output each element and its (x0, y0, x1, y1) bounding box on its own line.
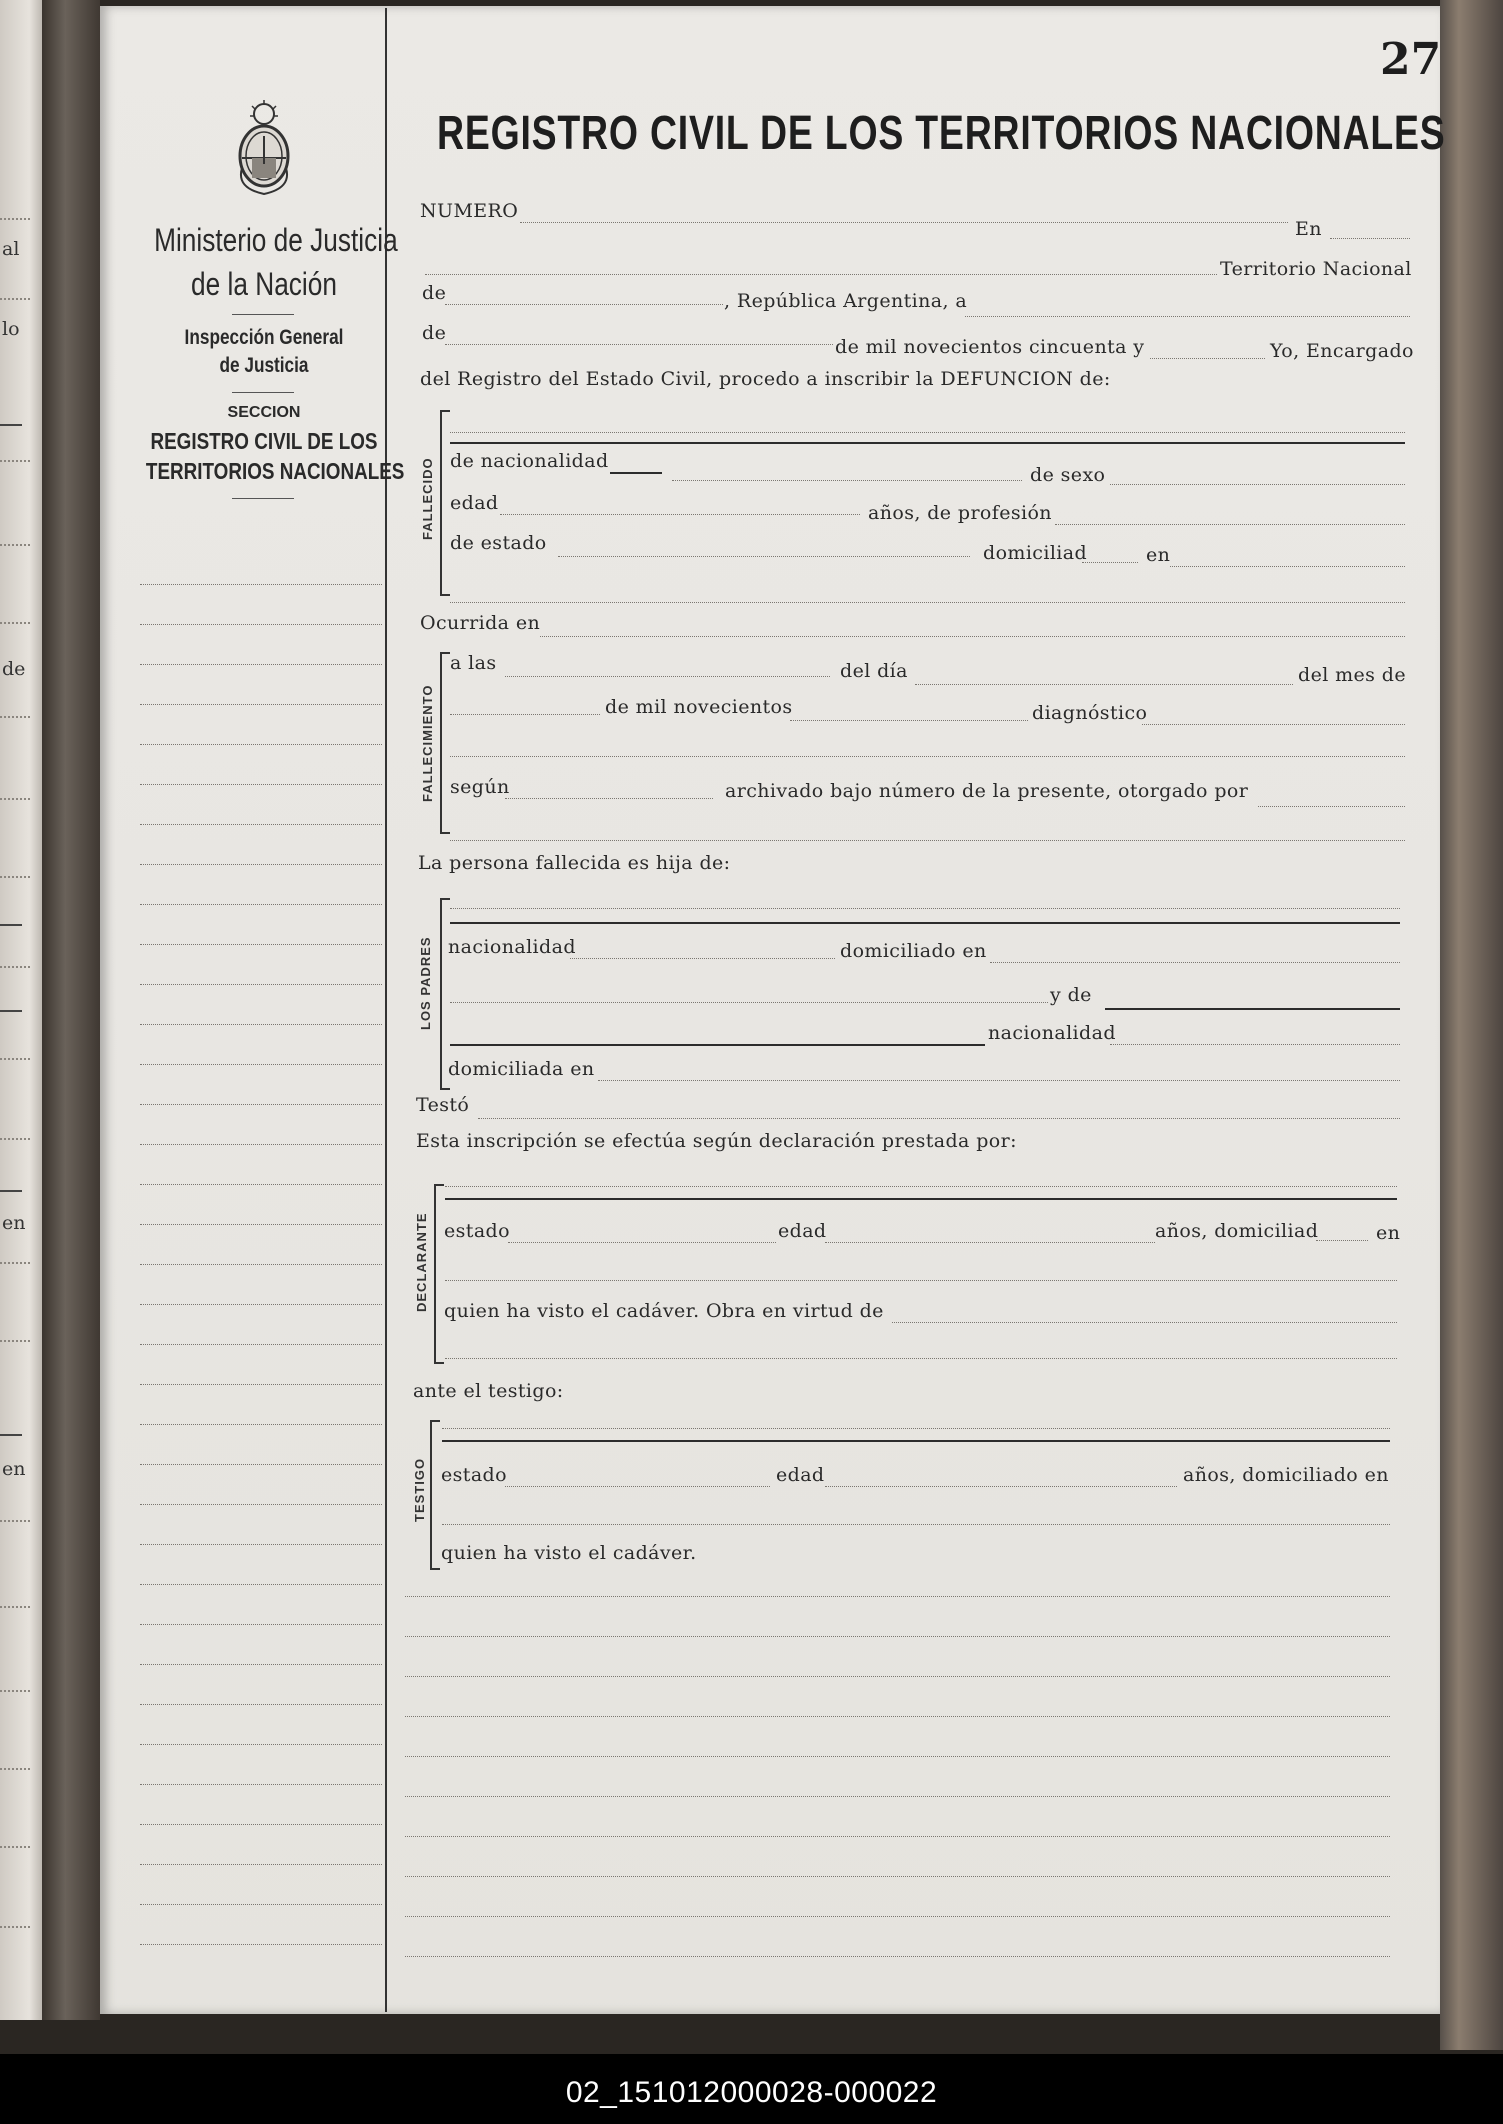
notes-column-line[interactable] (140, 744, 382, 745)
notes-column-line[interactable] (140, 584, 382, 585)
declarante-estado-field[interactable] (508, 1242, 776, 1243)
notes-line[interactable] (405, 1956, 1390, 1957)
image-caption: 02_151012000028-000022 (565, 2076, 938, 2109)
registro-line: del Registro del Estado Civil, procedo a inscribir la DEFUNCION de: (420, 368, 1111, 390)
estado-field[interactable] (558, 556, 970, 557)
archivado-label: archivado bajo número de la presente, otorgado por (725, 780, 1249, 802)
notes-line[interactable] (405, 1596, 1390, 1597)
declarante-side-label: DECLARANTE (414, 1212, 429, 1312)
domicilio-field-2[interactable] (450, 602, 1405, 603)
numero-label: NUMERO (420, 200, 519, 222)
edad-label: edad (450, 492, 499, 514)
ante-testigo-label: ante el testigo: (413, 1380, 564, 1402)
testigo-estado-label: estado (441, 1464, 507, 1486)
testigo-quien-label: quien ha visto el cadáver. (441, 1542, 697, 1564)
notes-column-line[interactable] (140, 1584, 382, 1585)
notes-column-line[interactable] (140, 904, 382, 905)
inspection-line-1: Inspección General (184, 326, 344, 349)
en-field[interactable] (1330, 238, 1410, 239)
padre-name-field[interactable] (450, 908, 1400, 909)
anio-field[interactable] (1150, 358, 1265, 359)
notes-line[interactable] (405, 1676, 1390, 1677)
notes-column-line[interactable] (140, 624, 382, 625)
padres-side-label: LOS PADRES (418, 936, 433, 1030)
section-label: SECCION (227, 404, 301, 421)
notes-column-line[interactable] (140, 864, 382, 865)
left-fragment: de (2, 658, 26, 680)
notes-line[interactable] (405, 1636, 1390, 1637)
declarante-domiciliad-label: años, domiciliad (1155, 1220, 1319, 1242)
notes-column-line[interactable] (140, 1664, 382, 1665)
testigo-side-label: TESTIGO (412, 1457, 427, 1522)
left-page-fragments (0, 0, 42, 2020)
testigo-estado-field[interactable] (505, 1486, 770, 1487)
notes-line[interactable] (405, 1716, 1390, 1717)
notes-line[interactable] (405, 1796, 1390, 1797)
declarante-estado-label: estado (444, 1220, 510, 1242)
notes-column-line[interactable] (140, 664, 382, 665)
mil-cincuenta-label: de mil novecientos cincuenta y (835, 336, 1145, 358)
notes-column-line[interactable] (140, 1864, 382, 1865)
notes-column-line[interactable] (140, 1464, 382, 1465)
notes-column-line[interactable] (140, 1904, 382, 1905)
yo-encargado-label: Yo, Encargado (1270, 340, 1414, 362)
declarante-domicilio-field[interactable] (445, 1280, 1397, 1281)
mes-field[interactable] (445, 344, 833, 345)
notes-column-line[interactable] (140, 1944, 382, 1945)
testigo-domiciliado-label: años, domiciliado en (1183, 1464, 1389, 1486)
diagnostico-label: diagnóstico (1032, 702, 1148, 724)
declarante-quien-label: quien ha visto el cadáver. Obra en virtud de (444, 1300, 884, 1322)
anio-fallec-field[interactable] (790, 720, 1028, 721)
notes-column-line[interactable] (140, 1144, 382, 1145)
notes-line[interactable] (405, 1756, 1390, 1757)
profesion-label: años, de profesión (868, 502, 1052, 524)
testigo-domicilio-field[interactable] (442, 1524, 1390, 1525)
madre-nacionalidad-label: nacionalidad (988, 1022, 1116, 1044)
hora-field[interactable] (505, 676, 830, 677)
de-label-1: de (422, 282, 447, 304)
nacionalidad-label: de nacionalidad (450, 450, 609, 472)
declarante-domiciliad-suffix[interactable] (1316, 1240, 1368, 1241)
republica-label: , República Argentina, a (724, 290, 968, 312)
padre-domiciliado-label: domiciliado en (840, 940, 987, 962)
madre-domiciliada-label: domiciliada en (448, 1058, 595, 1080)
testo-label: Testó (416, 1094, 470, 1116)
ministry-line-1: Ministerio de Justicia (154, 222, 398, 258)
numero-field[interactable] (520, 222, 1288, 223)
segun-field[interactable] (505, 798, 713, 799)
madre-name-field-2[interactable] (450, 1044, 985, 1046)
notes-column-line[interactable] (140, 1104, 382, 1105)
madre-domicilio-field[interactable] (598, 1080, 1400, 1081)
notes-column-line[interactable] (140, 1704, 382, 1705)
profesion-field[interactable] (1055, 524, 1405, 525)
domiciliad-suffix-field[interactable] (1082, 562, 1138, 563)
testigo-edad-field[interactable] (825, 1486, 1177, 1487)
hija-label: La persona fallecida es hija de: (418, 852, 731, 874)
dia-field[interactable] (915, 684, 1293, 685)
declarante-edad-label: edad (778, 1220, 827, 1242)
book-right-edge (1440, 0, 1503, 2050)
ocurrida-label: Ocurrida en (420, 612, 541, 634)
book-gutter (42, 0, 100, 2020)
fallecido-en-label: en (1146, 544, 1171, 566)
padre-domicilio-field[interactable] (990, 962, 1400, 963)
testigo-edad-label: edad (776, 1464, 825, 1486)
edad-field[interactable] (500, 514, 860, 515)
notes-column-line[interactable] (140, 1224, 382, 1225)
notes-column-line[interactable] (140, 1624, 382, 1625)
notes-column-line[interactable] (140, 1504, 382, 1505)
de-field-1[interactable] (445, 304, 723, 305)
segun-label: según (450, 776, 510, 798)
notes-line[interactable] (405, 1916, 1390, 1917)
section-line-1: REGISTRO CIVIL DE LOS (150, 428, 378, 454)
left-fragment: al (2, 238, 20, 260)
otorgado-field-2[interactable] (450, 840, 1405, 841)
obra-en-virtud-field-2[interactable] (445, 1358, 1397, 1359)
territorio-label: Territorio Nacional (1220, 258, 1412, 280)
ministry-line-2: de la Nación (191, 266, 337, 302)
del-dia-label: del día (840, 660, 908, 682)
del-mes-label: del mes de (1298, 664, 1406, 686)
estado-label: de estado (450, 532, 547, 554)
notes-column-line[interactable] (140, 944, 382, 945)
mes-fallec-field[interactable] (450, 714, 600, 715)
diagnostico-field-2[interactable] (450, 756, 1405, 757)
left-fragment: en (2, 1458, 26, 1480)
y-de-label: y de (1050, 984, 1092, 1006)
notes-column-line[interactable] (140, 1424, 382, 1425)
domicilio-field[interactable] (1170, 566, 1405, 567)
diagnostico-field[interactable] (1142, 724, 1405, 725)
coat-of-arms-emblem (228, 98, 300, 198)
madre-name-field[interactable] (1105, 1008, 1400, 1010)
sexo-field[interactable] (1110, 484, 1405, 485)
nacionalidad-field[interactable] (672, 480, 1022, 481)
ocurrida-field[interactable] (540, 636, 1405, 637)
a-las-label: a las (450, 652, 497, 674)
notes-column-line[interactable] (140, 1744, 382, 1745)
notes-line[interactable] (405, 1836, 1390, 1837)
notes-column-line[interactable] (140, 784, 382, 785)
declarante-name-field[interactable] (445, 1186, 1397, 1187)
notes-column-line[interactable] (140, 1784, 382, 1785)
section-line-2: TERRITORIOS NACIONALES (145, 458, 405, 484)
notes-column-line[interactable] (140, 1344, 382, 1345)
inspection-line-2: de Justicia (219, 354, 309, 377)
page-number: 27 (1380, 34, 1442, 85)
domiciliad-label: domiciliad (983, 542, 1088, 564)
notes-column-line[interactable] (140, 1384, 382, 1385)
notes-column-line[interactable] (140, 1824, 382, 1825)
notes-line[interactable] (405, 1876, 1390, 1877)
sexo-label: de sexo (1030, 464, 1106, 486)
notes-column-line[interactable] (140, 1024, 382, 1025)
fallecido-name-field[interactable] (450, 432, 1405, 433)
declarante-edad-field[interactable] (825, 1242, 1155, 1243)
notes-column-line[interactable] (140, 984, 382, 985)
en-label: En (1295, 218, 1322, 240)
madre-nacionalidad-field[interactable] (1110, 1044, 1400, 1045)
declarante-en-label: en (1376, 1222, 1401, 1244)
testo-field[interactable] (478, 1118, 1400, 1119)
notes-column-line[interactable] (140, 1304, 382, 1305)
de-label-2: de (422, 322, 447, 344)
notes-column-line[interactable] (140, 704, 382, 705)
notes-column-line[interactable] (140, 824, 382, 825)
fallecido-side-label: FALLECIDO (420, 457, 435, 540)
declaracion-label: Esta inscripción se efectúa según declaración prestada por: (416, 1130, 1017, 1152)
page-title: REGISTRO CIVIL DE LOS TERRITORIOS NACIONALES (437, 107, 1446, 160)
left-fragment: en (2, 1212, 26, 1234)
mil-label: de mil novecientos (605, 696, 793, 718)
notes-column-line[interactable] (140, 1184, 382, 1185)
padre-domicilio-field-2[interactable] (450, 1002, 1048, 1003)
otorgado-field[interactable] (1258, 806, 1405, 807)
obra-en-virtud-field[interactable] (892, 1322, 1397, 1323)
notes-column-line[interactable] (140, 1544, 382, 1545)
testigo-name-field[interactable] (442, 1428, 1390, 1429)
padre-nacionalidad-label: nacionalidad (448, 936, 576, 958)
notes-column-line[interactable] (140, 1064, 382, 1065)
fallecimiento-side-label: FALLECIMIENTO (420, 684, 435, 802)
left-fragment: lo (2, 318, 20, 340)
fecha-field[interactable] (965, 316, 1410, 317)
padre-nacionalidad-field[interactable] (570, 958, 835, 959)
notes-column-line[interactable] (140, 1264, 382, 1265)
column-divider (385, 8, 387, 2012)
territorio-field[interactable] (425, 274, 1217, 275)
